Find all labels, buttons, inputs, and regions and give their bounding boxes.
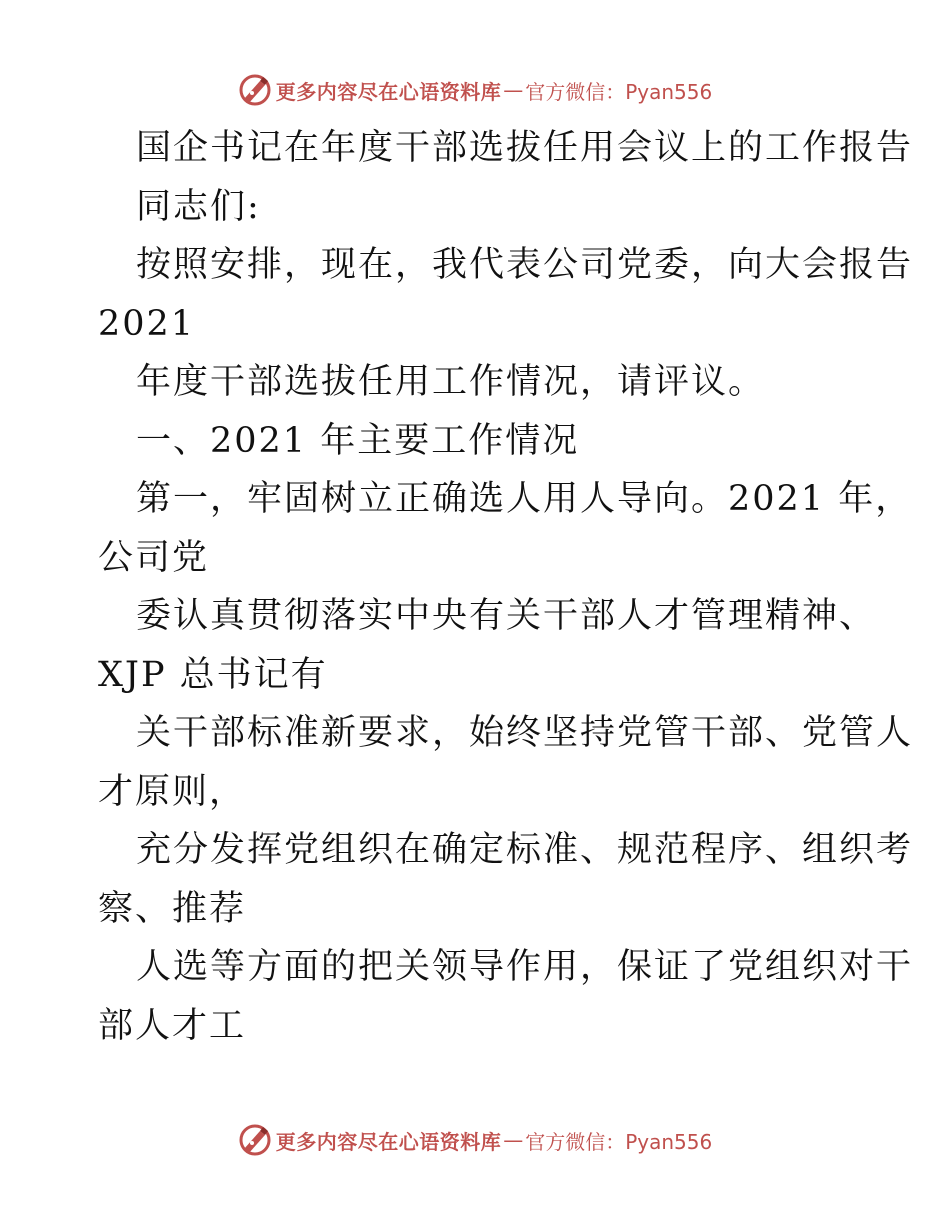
paragraph-line: 年度干部选拔任用工作情况，请评议。 <box>136 362 766 402</box>
paragraph-line: XJP 总书记有 <box>98 655 328 695</box>
footer-banner <box>0 1120 950 1160</box>
paragraph-line: 部人才工 <box>98 1006 247 1046</box>
document-title: 国企书记在年度干部选拔任用会议上的工作报告 <box>136 128 914 168</box>
banner-separator: — <box>503 1128 524 1152</box>
paragraph-line: 委认真贯彻落实中央有关干部人才管理精神、 <box>136 596 877 636</box>
header-banner <box>0 70 950 110</box>
paragraph-line: 充分发挥党组织在确定标准、规范程序、组织考 <box>136 830 914 870</box>
pen-logo-icon <box>238 1123 272 1157</box>
footer-banner-content <box>238 1123 713 1157</box>
paragraph-line: 人选等方面的把关领导作用，保证了党组织对干 <box>136 947 914 987</box>
pen-logo-icon <box>238 73 272 107</box>
paragraph-line: 2021 <box>98 304 196 344</box>
header-banner-content <box>238 73 713 107</box>
banner-text: 更多内容尽在心语资料库 <box>275 79 502 104</box>
banner-account: 官方微信：Pyan556 <box>525 1129 713 1154</box>
section-heading: 一、2021 年主要工作情况 <box>136 421 580 461</box>
paragraph-line: 关干部标准新要求，始终坚持党管干部、党管人 <box>136 713 914 753</box>
banner-separator: — <box>503 78 524 102</box>
paragraph-line: 才原则， <box>98 772 247 812</box>
paragraph-line: 第一，牢固树立正确选人用人导向。2021 年， <box>136 479 913 519</box>
paragraph-line: 按照安排，现在，我代表公司党委，向大会报告 <box>136 245 914 285</box>
banner-text: 更多内容尽在心语资料库 <box>275 1129 502 1154</box>
banner-account: 官方微信：Pyan556 <box>525 79 713 104</box>
paragraph-line: 察、推荐 <box>98 889 247 929</box>
salutation: 同志们: <box>136 187 261 227</box>
paragraph-line: 公司党 <box>98 538 210 578</box>
